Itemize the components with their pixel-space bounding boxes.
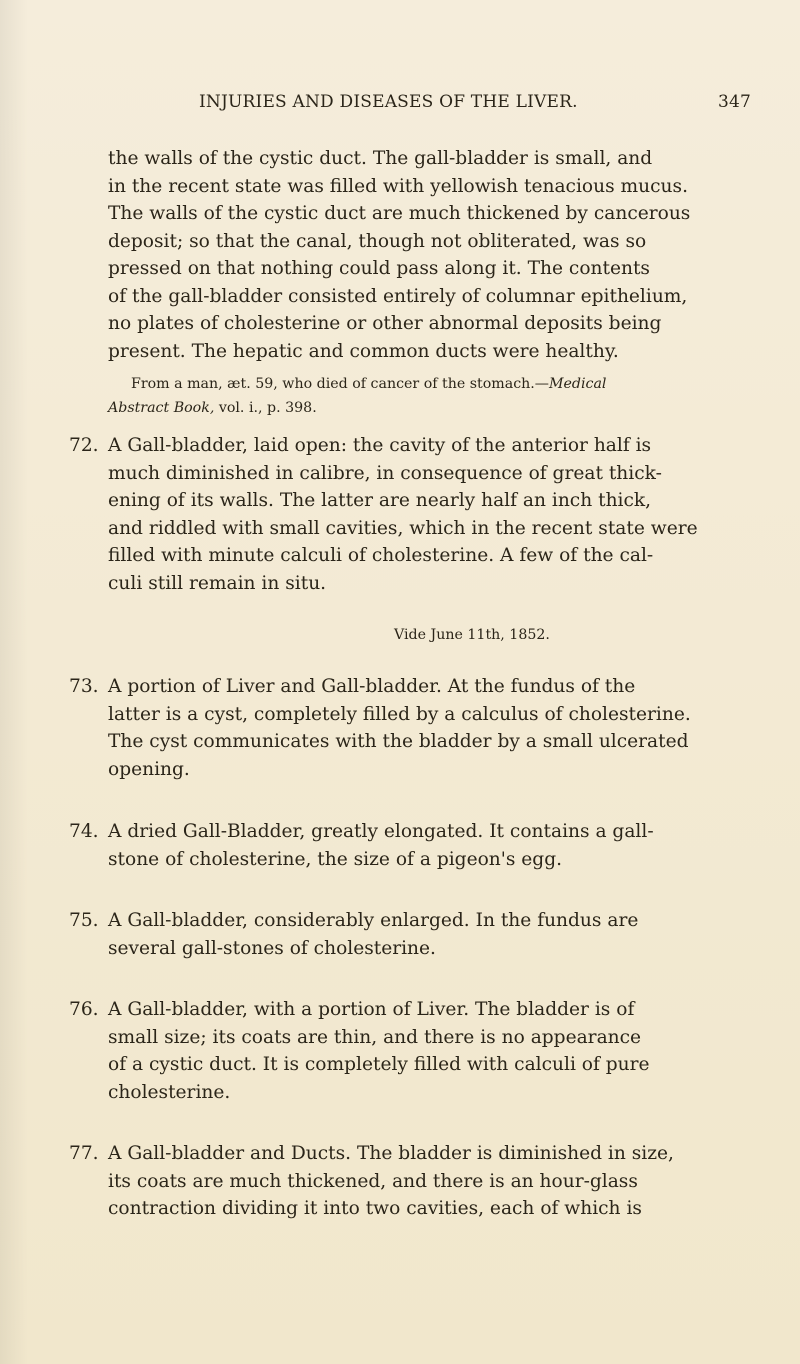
text-line: The cyst communicates with the bladder by a small ulcerated	[108, 731, 689, 752]
page-header	[199, 92, 751, 118]
text-line: latter is a cyst, completely filled by a calculus of cholesterine.	[108, 703, 691, 725]
text-line: pressed on that nothing could pass along it. The contents	[108, 258, 650, 279]
source-note-title: Abstract Book,	[108, 400, 215, 416]
text-line: opening.	[108, 758, 190, 780]
text-line: in the recent state was filled with yellowish tenacious mucus.	[108, 175, 688, 197]
text-line: deposit; so that the canal, though not obliterated, was so	[108, 230, 647, 252]
entry-description	[108, 996, 650, 1106]
source-note-continued	[108, 396, 317, 420]
entry-number: 76.	[69, 999, 99, 1020]
text-line: ening of its walls. The latter are nearly half an inch thick,	[108, 490, 652, 511]
text-line: and riddled with small cavities, which in the recent state were	[108, 517, 698, 539]
text-line: the walls of the cystic duct. The gall-bladder is small, and	[108, 148, 653, 169]
entry-description	[108, 673, 691, 783]
text-line: stone of cholesterine, the size of a pigeon's egg.	[108, 848, 563, 870]
text-line: A portion of Liver and Gall-bladder. At the fundus of the	[108, 676, 636, 697]
text-line: culi still remain in situ.	[108, 572, 327, 594]
text-line: A dried Gall-Bladder, greatly elongated. It contains a gall-	[108, 821, 654, 842]
entry-description	[108, 907, 638, 962]
entry-number: 74.	[69, 821, 99, 842]
text-line: A Gall-bladder, with a portion of Liver. The bladder is of	[108, 999, 635, 1020]
entry-reference: Vide June 11th, 1852.	[394, 627, 550, 643]
text-line: of a cystic duct. It is completely filled with calculi of pure	[108, 1054, 650, 1075]
text-line: contraction dividing it into two cavities, each of which is	[108, 1198, 642, 1219]
entry-number: 73.	[69, 676, 99, 697]
entry-description	[108, 818, 654, 873]
entry-number: 72.	[69, 435, 99, 456]
continuation-paragraph	[108, 145, 728, 365]
text-line: A Gall-bladder, laid open: the cavity of the anterior half is	[108, 435, 652, 456]
entry-description	[108, 432, 698, 597]
text-line: A Gall-bladder, considerably enlarged. In the fundus are	[108, 910, 639, 931]
entry-number: 77.	[69, 1143, 99, 1164]
text-line: of the gall-bladder consisted entirely of columnar epithelium,	[108, 285, 688, 307]
source-note-title: Medical	[548, 376, 607, 392]
source-note-text: From a man, æt. 59, who died of cancer of the stomach.—	[131, 376, 549, 392]
text-line: present. The hepatic and common ducts were healthy.	[108, 340, 619, 362]
text-line: much diminished in calibre, in consequence of great thick-	[108, 462, 662, 484]
text-line: cholesterine.	[108, 1081, 231, 1103]
text-line: A Gall-bladder and Ducts. The bladder is diminished in size,	[108, 1143, 674, 1164]
text-line: small size; its coats are thin, and there is no appearance	[108, 1026, 642, 1048]
source-note	[131, 372, 606, 396]
running-title: INJURIES AND DISEASES OF THE LIVER.	[199, 92, 578, 112]
text-line: filled with minute calculi of cholesterine. A few of the cal-	[108, 545, 654, 566]
text-line: no plates of cholesterine or other abnormal deposits being	[108, 313, 662, 334]
entry-number: 75.	[69, 910, 99, 931]
text-line: its coats are much thickened, and there is an hour-glass	[108, 1170, 638, 1192]
text-line: several gall-stones of cholesterine.	[108, 937, 436, 959]
entry-description	[108, 1140, 674, 1223]
source-note-text: vol. i., p. 398.	[214, 400, 317, 416]
page-number: 347	[717, 92, 751, 112]
text-line: The walls of the cystic duct are much thickened by cancerous	[108, 203, 691, 224]
